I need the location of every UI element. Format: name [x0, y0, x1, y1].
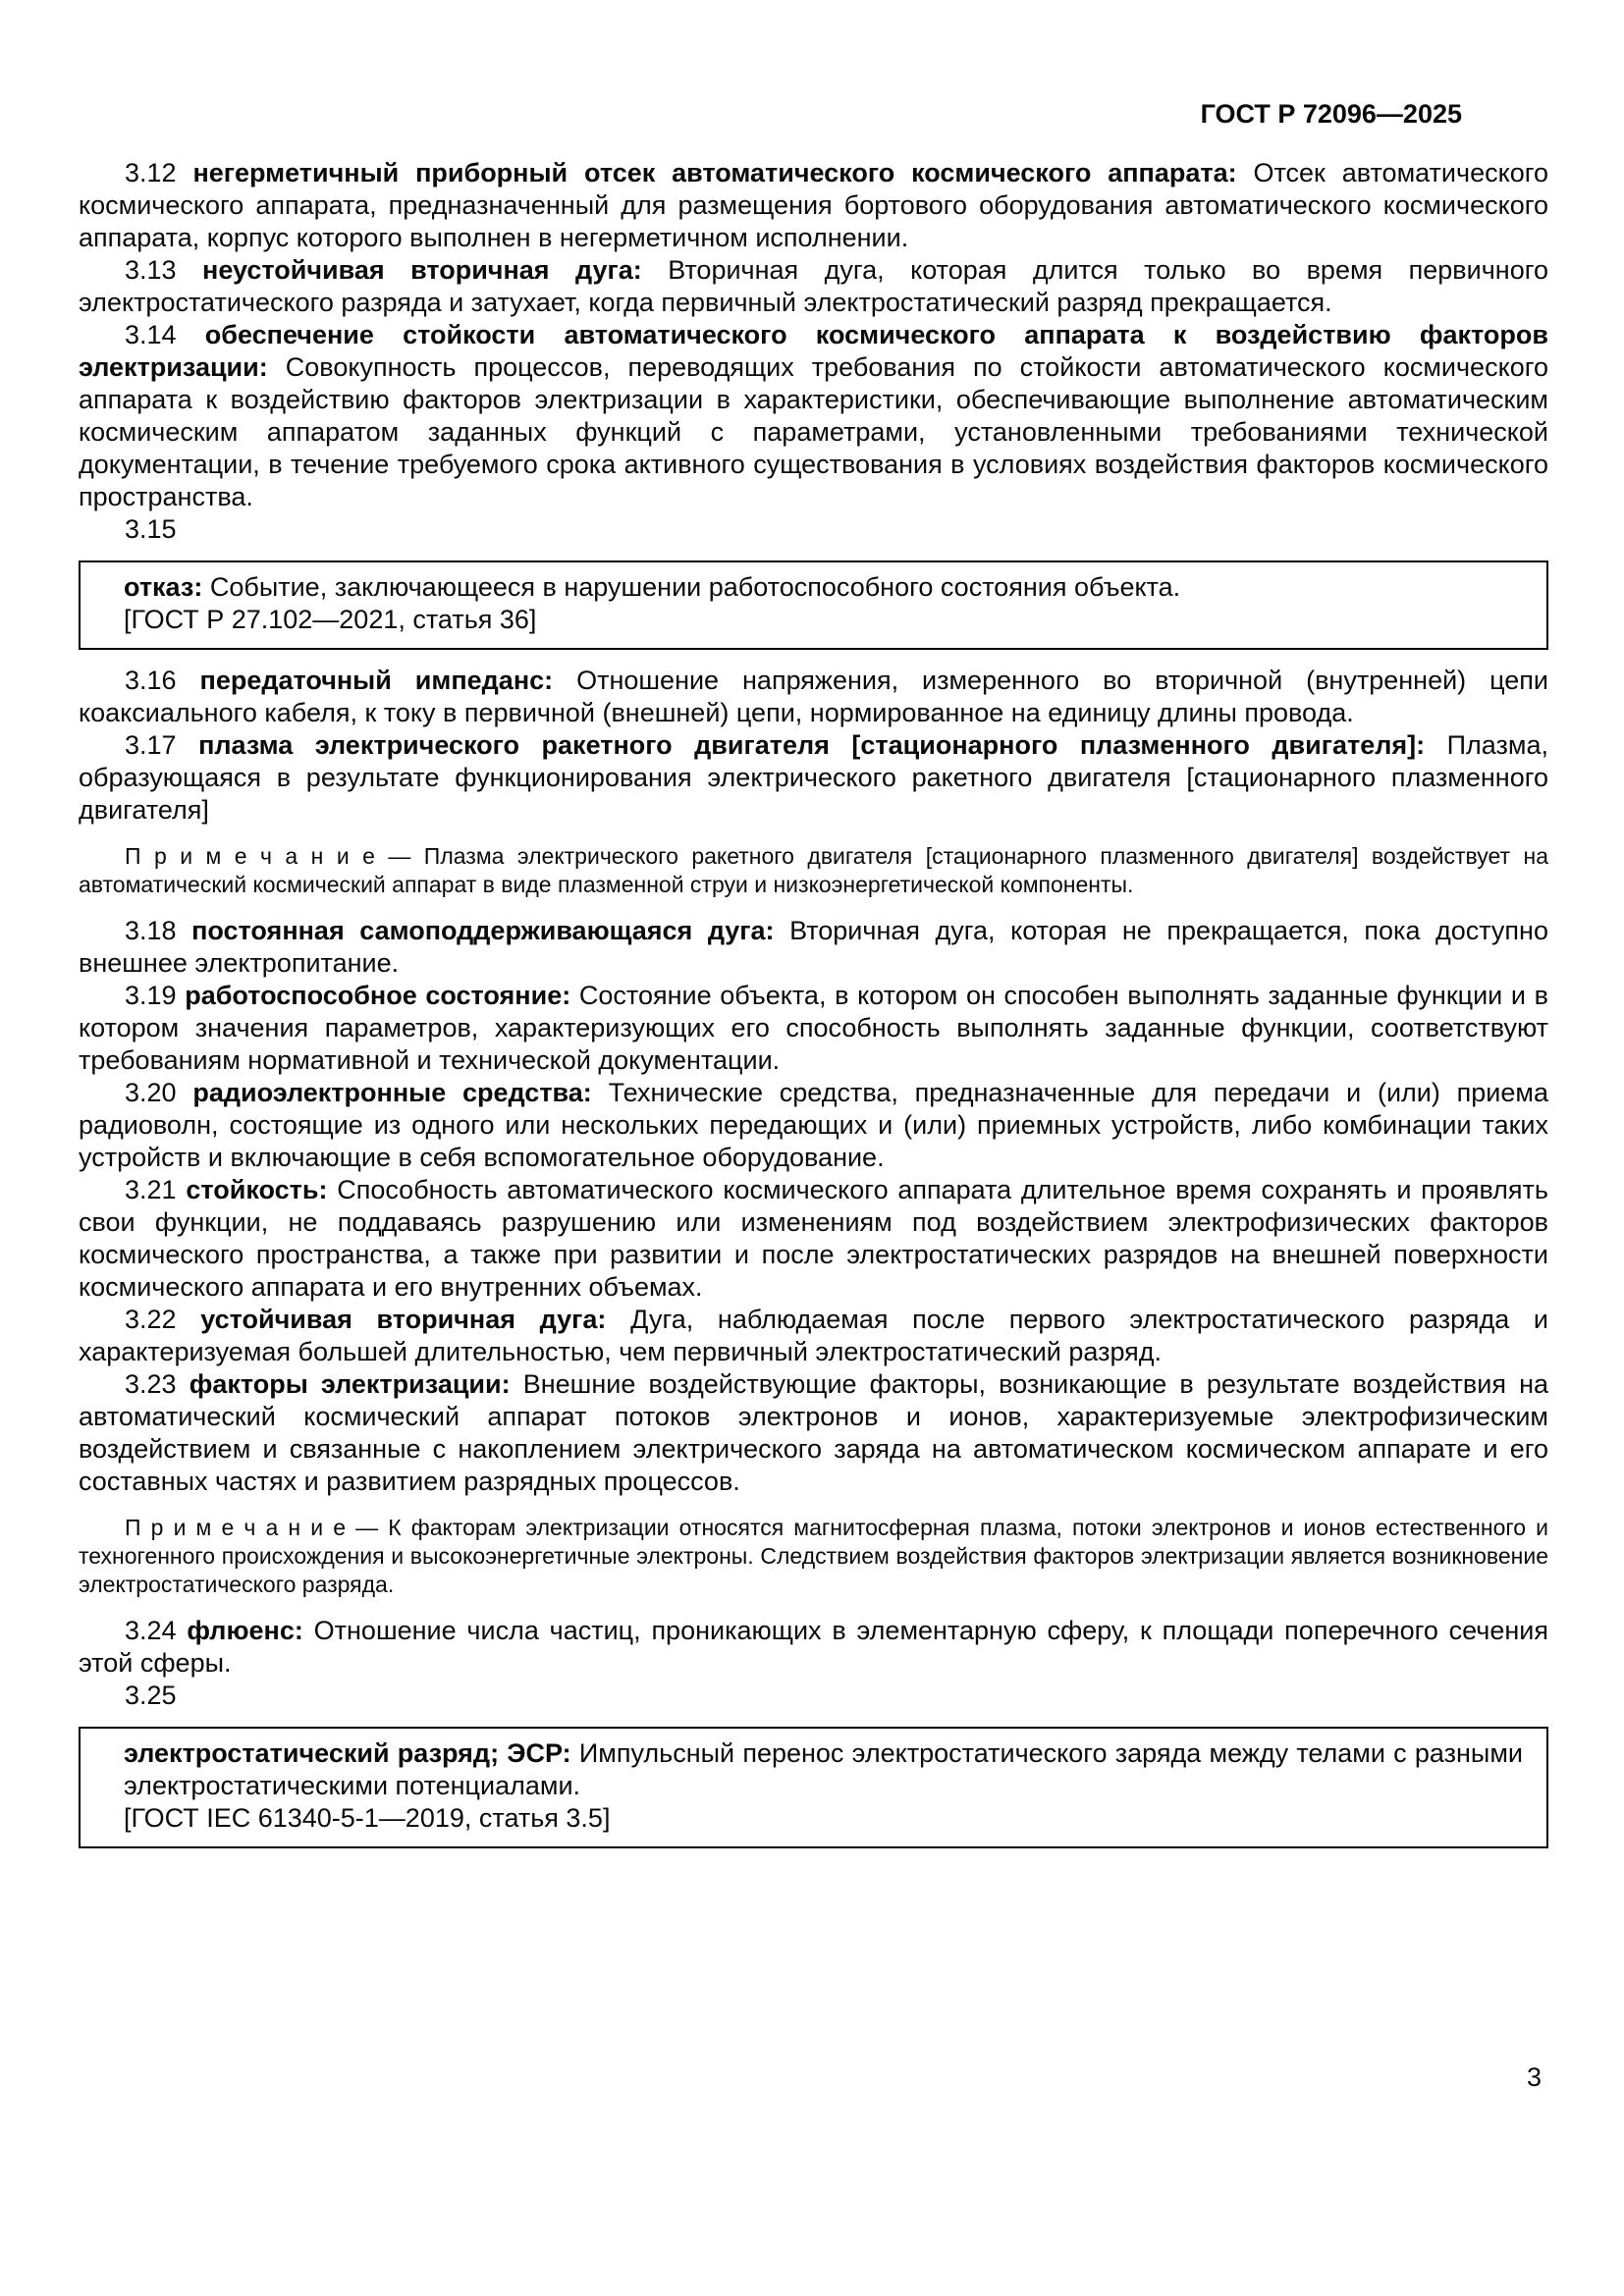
- term-name: плазма электрического ракетного двигателя [стационарного плазменного двигателя]:: [198, 730, 1426, 760]
- note-label: П р и м е ч а н и е: [125, 843, 375, 869]
- definition-box-otkaz: [79, 561, 1548, 650]
- box-term: электростатический разряд; ЭСР:: [124, 1738, 571, 1768]
- note-text: — Плазма электрического ракетного двигателя [стационарного плазменного двигателя] воздействует на автоматический космический аппарат в виде плазменной струи и низкоэнергетической компоненты.: [79, 843, 1548, 897]
- term-definition: Отсек автоматического космического аппарата, предназначенный для размещения бортового оборудования автоматического космического аппарата, корпус которого выполнен в негерметичном исполнении.: [79, 158, 1548, 252]
- note-label: П р и м е ч а н и е: [125, 1515, 346, 1540]
- term-name: устойчивая вторичная дуга:: [200, 1305, 607, 1334]
- term-definition: Отношение числа частиц, проникающих в элементарную сферу, к площади поперечного сечения этой сферы.: [79, 1616, 1548, 1678]
- term-definition: Вторичная дуга, которая не прекращается, пока доступно внешнее электропитание.: [79, 916, 1548, 978]
- term-definition: Технические средства, предназначенные для передачи и (или) приема радиоволн, состоящие из одного или нескольких передающих и (или) приемных устройств, либо комбинации таких устройств и включающие в себя вспомогательное оборудование.: [79, 1078, 1548, 1172]
- term-item-3-12: [79, 157, 1548, 254]
- term-item-3-23: [79, 1368, 1548, 1498]
- term-item-3-13: [79, 254, 1548, 319]
- box-definition: Импульсный перенос электростатического заряда между телами с разными электростатическими потенциалами.: [124, 1738, 1523, 1800]
- box-term-line: [124, 571, 1523, 604]
- doc-code-header: ГОСТ Р 72096—2025: [1200, 99, 1462, 129]
- term-definition: Способность автоматического космического аппарата длительное время сохранять и проявлять свои функции, не поддаваясь разрушению или изменениям под воздействием электрофизических факторов космического пространства, а также при развитии и после электростатических разрядов на внешней поверхности космического аппарата и его внутренних объемах.: [79, 1175, 1548, 1302]
- term-name: неустойчивая вторичная дуга:: [202, 255, 642, 285]
- term-item-3-16: [79, 665, 1548, 729]
- term-number: 3.12: [125, 158, 177, 187]
- term-number: 3.20: [125, 1078, 177, 1107]
- document-body: [79, 157, 1548, 1848]
- term-item-3-22: [79, 1304, 1548, 1368]
- term-number: 3.16: [125, 666, 177, 695]
- term-number: 3.17: [125, 730, 177, 760]
- term-number: 3.19: [125, 981, 177, 1010]
- term-item-3-19: [79, 980, 1548, 1077]
- term-item-3-21: [79, 1174, 1548, 1304]
- term-name: обеспечение стойкости автоматического космического аппарата к воздействию факторов электризации:: [79, 320, 1548, 382]
- note-after-3-17: [79, 842, 1548, 899]
- term-name: негерметичный приборный отсек автоматического космического аппарата:: [192, 158, 1237, 187]
- box-term-line: [124, 1737, 1523, 1802]
- box-source: [ГОСТ Р 27.102—2021, статья 36]: [124, 605, 537, 634]
- term-name: работоспособное состояние:: [185, 981, 571, 1010]
- note-text: — К факторам электризации относятся магнитосферная плазма, потоки электронов и ионов естественного и техногенного происхождения и высокоэнергетичные электроны. Следствием воздействия факторов электризации является возникновение электростатического разряда.: [79, 1515, 1549, 1597]
- term-item-3-15: 3.15: [125, 514, 177, 544]
- term-item-3-18: [79, 915, 1548, 980]
- term-definition: Вторичная дуга, которая длится только во время первичного электростатического разряда и затухает, когда первичный электростатический разряд прекращается.: [79, 255, 1548, 317]
- term-number: 3.23: [125, 1369, 177, 1399]
- term-item-3-24: [79, 1615, 1548, 1680]
- term-item-3-14: [79, 319, 1548, 513]
- term-number: 3.13: [125, 255, 177, 285]
- term-name: факторы электризации:: [189, 1369, 511, 1399]
- box-source: [ГОСТ IEC 61340-5-1—2019, статья 3.5]: [124, 1803, 611, 1833]
- term-number: 3.22: [125, 1305, 177, 1334]
- term-name: радиоэлектронные средства:: [192, 1078, 592, 1107]
- page-number: 3: [1526, 2062, 1542, 2092]
- term-definition: Внешние воздействующие факторы, возникающие в результате воздействия на автоматический космический аппарат потоков электронов и ионов, характеризуемые электрофизическим воздействием и связанные с накоплением электрического заряда на автоматическом космическом аппарате и его составных частях и развитием разрядных процессов.: [79, 1369, 1548, 1496]
- term-number: 3.18: [125, 916, 177, 945]
- term-name: передаточный импеданс:: [199, 666, 554, 695]
- term-item-3-25: 3.25: [125, 1681, 177, 1710]
- definition-box-esr: [79, 1727, 1548, 1848]
- box-definition: Событие, заключающееся в нарушении работоспособного состояния объекта.: [209, 572, 1181, 602]
- term-name: флюенс:: [187, 1616, 303, 1645]
- term-number: 3.21: [125, 1175, 177, 1204]
- term-name: постоянная самоподдерживающаяся дуга:: [191, 916, 775, 945]
- term-definition: Отношение напряжения, измеренного во вторичной (внутренней) цепи коаксиального кабеля, к току в первичной (внешней) цепи, нормированное на единицу длины провода.: [79, 666, 1548, 727]
- term-number: 3.24: [125, 1616, 177, 1645]
- term-item-3-17: [79, 729, 1548, 827]
- box-term: отказ:: [124, 572, 203, 602]
- term-definition: Дуга, наблюдаемая после первого электростатического разряда и характеризуемая большей длительностью, чем первичный электростатический разряд.: [79, 1305, 1548, 1366]
- term-item-3-20: [79, 1077, 1548, 1174]
- term-definition: Совокупность процессов, переводящих требования по стойкости автоматического космического аппарата к воздействию факторов электризации в характеристики, обеспечивающие выполнение автоматическим космическим аппаратом заданных функций с параметрами, установленными требованиями технической документации, в течение требуемого срока активного существования в условиях воздействия факторов космического пространства.: [79, 352, 1548, 511]
- note-after-3-23: [79, 1514, 1548, 1599]
- term-definition: Состояние объекта, в котором он способен выполнять заданные функции и в котором значения параметров, характеризующих его способность выполнять заданные функции, соответствуют требованиям нормативной и технической документации.: [79, 981, 1548, 1075]
- term-definition: Плазма, образующаяся в результате функционирования электрического ракетного двигателя [стационарного плазменного двигателя]: [79, 730, 1548, 825]
- term-number: 3.14: [125, 320, 177, 349]
- term-name: стойкость:: [186, 1175, 328, 1204]
